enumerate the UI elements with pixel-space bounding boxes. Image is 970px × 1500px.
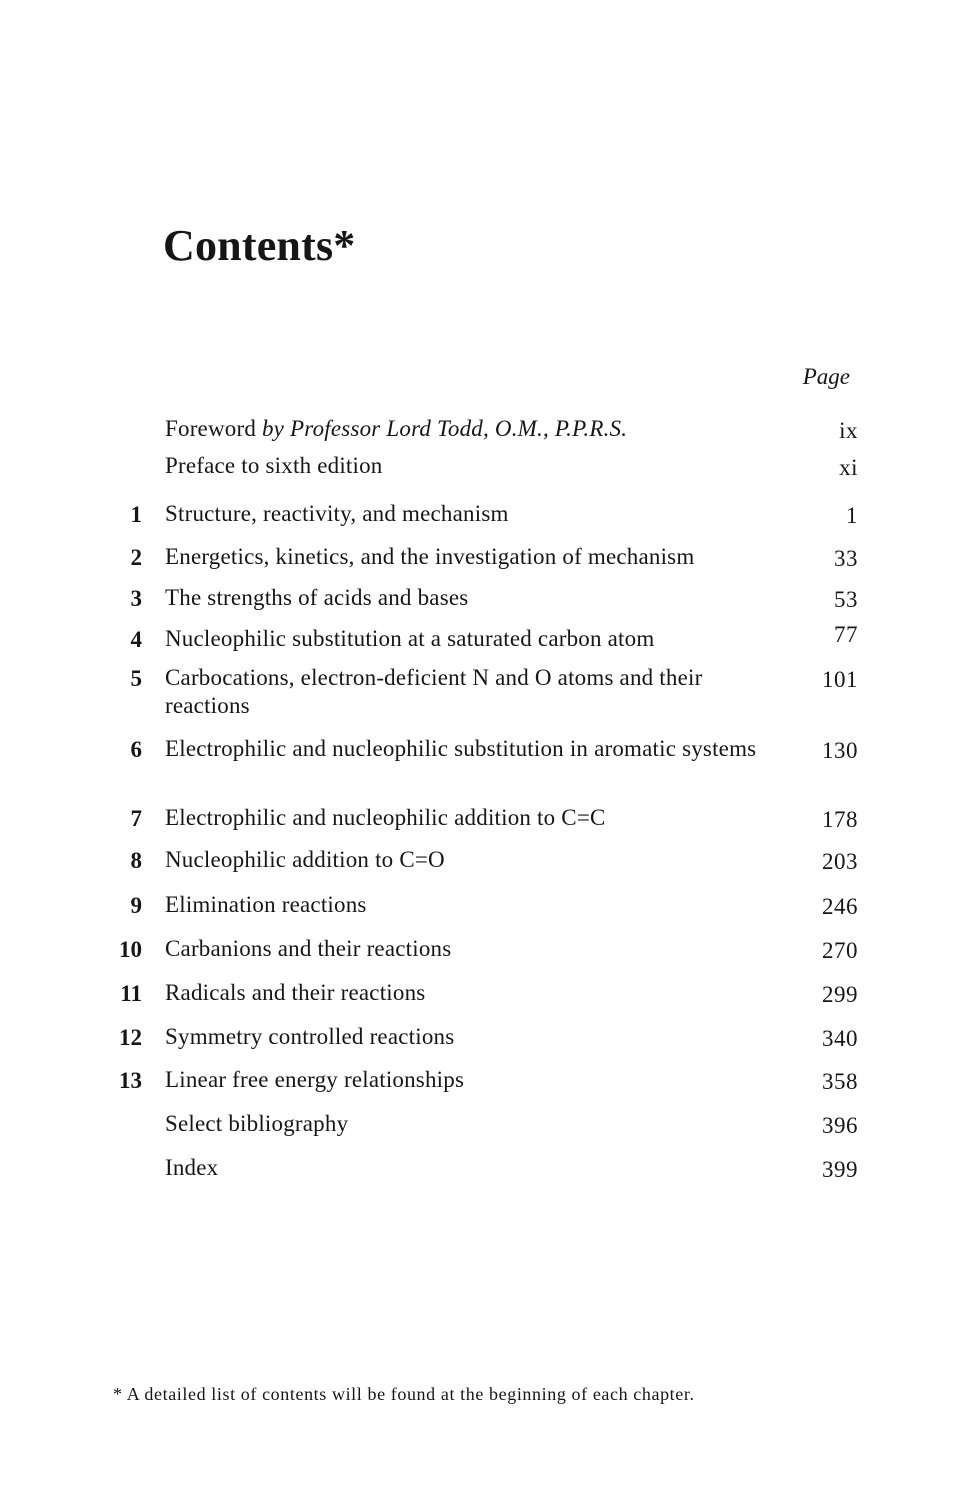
chapter-title: Radicals and their reactions <box>165 980 426 1005</box>
chapter-number: 1 <box>130 502 142 527</box>
page-number: 53 <box>834 587 858 612</box>
toc-entry-foreword[interactable] <box>100 415 860 445</box>
page-number: 399 <box>822 1157 858 1182</box>
toc-entry-chapter-6[interactable] <box>100 735 860 765</box>
chapter-title: Linear free energy relationships <box>165 1067 465 1092</box>
page-number: ix <box>839 418 858 443</box>
page-number: 178 <box>822 807 858 832</box>
toc-entry-chapter-7[interactable] <box>100 804 860 834</box>
chapter-number: 3 <box>130 586 142 611</box>
toc-entry-chapter-13[interactable] <box>100 1066 860 1096</box>
chapter-title: Electrophilic and nucleophilic substitution in aromatic systems <box>165 736 757 761</box>
chapter-title: Carbocations, electron-deficient N and O atoms and their reactions <box>165 665 703 718</box>
page-number: 270 <box>822 938 858 963</box>
page-number: 77 <box>834 622 858 647</box>
chapter-title: Energetics, kinetics, and the investigation of mechanism <box>165 544 695 569</box>
chapter-title: Elimination reactions <box>165 892 367 917</box>
chapter-number: 12 <box>119 1025 142 1050</box>
chapter-number: 6 <box>130 737 142 762</box>
chapter-number: 2 <box>130 545 142 570</box>
toc-entry-chapter-2[interactable] <box>100 543 860 573</box>
footnote: * A detailed list of contents will be found at the beginning of each chapter. <box>113 1384 695 1404</box>
page-number: 246 <box>822 894 858 919</box>
page-title: Contents* <box>163 221 356 270</box>
chapter-number: 4 <box>130 627 142 652</box>
chapter-number: 5 <box>130 666 142 691</box>
chapter-number: 9 <box>130 893 142 918</box>
toc-entry-bibliography[interactable] <box>100 1110 860 1140</box>
page-column-label: Page <box>802 364 850 389</box>
foreword-author: by Professor Lord Todd, O.M., P.P.R.S. <box>261 416 628 441</box>
chapter-number: 11 <box>120 981 142 1006</box>
chapter-title: Electrophilic and nucleophilic addition to C=C <box>165 805 606 830</box>
page-number: 130 <box>822 738 858 763</box>
toc-entry-chapter-11[interactable] <box>100 979 860 1009</box>
toc-entry-chapter-10[interactable] <box>100 935 860 965</box>
entry-title: Preface to sixth edition <box>165 453 383 478</box>
chapter-title: The strengths of acids and bases <box>165 585 469 610</box>
toc-entry-chapter-1[interactable] <box>100 500 860 530</box>
chapter-number: 7 <box>130 806 142 831</box>
chapter-title: Carbanions and their reactions <box>165 936 452 961</box>
entry-title <box>165 415 787 443</box>
page-number: 203 <box>822 849 858 874</box>
chapter-title: Nucleophilic substitution at a saturated carbon atom <box>165 626 655 651</box>
toc-entry-index[interactable] <box>100 1154 860 1184</box>
page-number: 101 <box>822 667 858 692</box>
chapter-number: 13 <box>119 1068 142 1093</box>
toc-entry-chapter-3[interactable] <box>100 584 860 614</box>
chapter-title: Nucleophilic addition to C=O <box>165 847 445 872</box>
entry-title: Index <box>165 1155 219 1180</box>
page-number: 340 <box>822 1026 858 1051</box>
page-number: 33 <box>834 546 858 571</box>
toc-entry-preface[interactable] <box>100 452 860 482</box>
page-number: 299 <box>822 982 858 1007</box>
page-number: 358 <box>822 1069 858 1094</box>
toc-entry-chapter-9[interactable] <box>100 891 860 921</box>
chapter-title: Structure, reactivity, and mechanism <box>165 501 509 526</box>
toc-entry-chapter-5[interactable] <box>100 664 860 718</box>
chapter-number: 10 <box>119 937 142 962</box>
chapter-title: Symmetry controlled reactions <box>165 1024 455 1049</box>
page-number: 396 <box>822 1113 858 1138</box>
page-number: xi <box>839 455 858 480</box>
toc-entry-chapter-8[interactable] <box>100 846 860 876</box>
foreword-prefix: Foreword <box>165 416 262 441</box>
entry-title: Select bibliography <box>165 1111 349 1136</box>
chapter-number: 8 <box>130 848 142 873</box>
toc-entry-chapter-4[interactable] <box>100 622 860 655</box>
page-number: 1 <box>846 503 858 528</box>
toc-entry-chapter-12[interactable] <box>100 1023 860 1053</box>
